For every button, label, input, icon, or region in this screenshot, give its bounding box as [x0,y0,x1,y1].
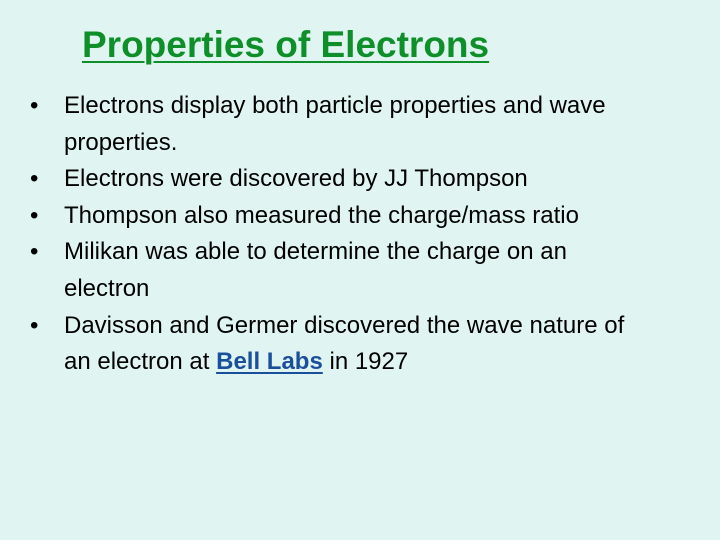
bullet-item-milikan [30,234,650,307]
bullet-dot-icon: • [30,201,39,229]
bullet-text-after-link: in 1927 [322,348,409,376]
bullet-text: Thompson also measured the charge/mass ratio [64,201,579,229]
bullet-dot-icon: • [30,311,39,339]
bullet-item-davisson-germer [30,308,650,381]
bullet-text-before-link: Davisson and Germer discovered the wave nature of an electron at [64,311,625,376]
bullet-text: Milikan was able to determine the charge on an electron [64,238,567,302]
bullet-dot-icon: • [30,92,39,119]
bullet-item-discovery [30,161,650,198]
bullet-item-particle-wave [30,88,650,161]
bullet-dot-icon: • [30,165,39,193]
bullet-dot-icon: • [30,238,39,266]
bullet-text: Electrons were discovered by JJ Thompson [64,165,528,193]
bullet-item-charge-mass [30,198,650,235]
bullet-text: Electrons display both particle properties and wave properties. [64,92,606,156]
slide-title: Properties of Electrons [82,24,490,65]
bullet-list [30,88,650,381]
bell-labs-link[interactable]: Bell Labs [216,348,323,376]
